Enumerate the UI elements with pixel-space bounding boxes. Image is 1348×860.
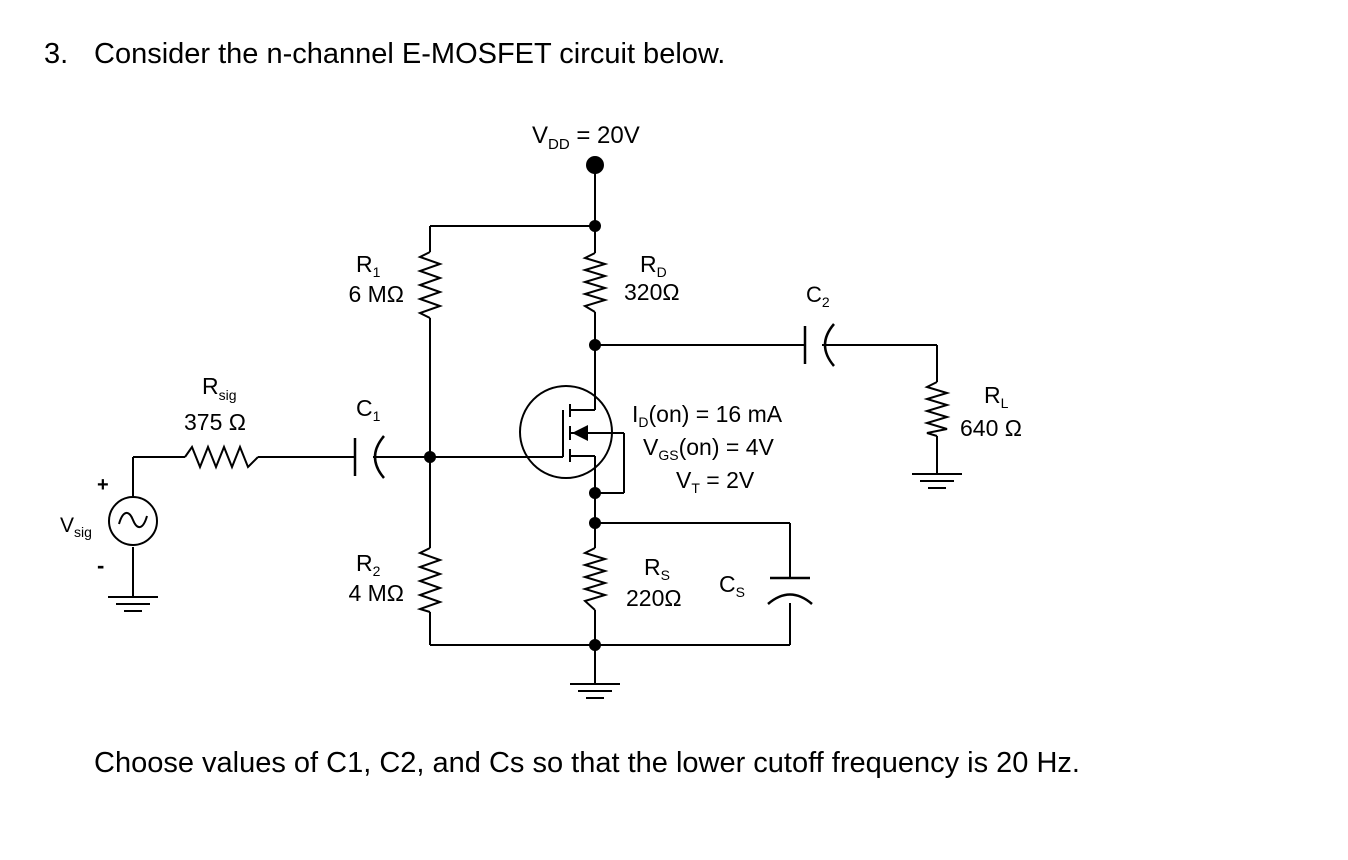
- rsig-label: $R_{sig}$: [202, 373, 237, 403]
- id-on-param: $I_D(on) = 16$ mA: [632, 401, 783, 430]
- junction-dots: [424, 156, 604, 651]
- vsig-minus: -: [97, 553, 105, 578]
- r1-resistor: [420, 252, 440, 318]
- ground-icon: [570, 684, 620, 698]
- vgs-on-param: $V_{GS}(on) = 4V$: [643, 434, 774, 463]
- ground-symbols: [108, 474, 962, 698]
- wires: [133, 165, 937, 684]
- r2-value: 4 MΩ: [348, 580, 404, 606]
- rsig-value: 375 Ω: [184, 409, 246, 435]
- vdd-label: $V_{DD} = 20V$: [532, 122, 640, 153]
- r2-resistor: [420, 548, 440, 612]
- rd-label: $R_D$: [640, 251, 667, 280]
- cs-capacitor: [768, 578, 812, 604]
- question-number: 3.: [44, 38, 69, 70]
- rl-resistor: [927, 382, 947, 436]
- r1-value: 6 MΩ: [348, 281, 404, 307]
- r2-label: $R_2$: [356, 550, 381, 579]
- vdd-terminal: [586, 156, 604, 174]
- rs-value: 220Ω: [626, 585, 682, 611]
- c2-label: $C_2$: [806, 282, 830, 310]
- cs-label: $C_S$: [719, 571, 745, 600]
- rd-value: 320Ω: [624, 279, 680, 305]
- question-footer: Choose values of C1, C2, and Cs so that the lower cutoff frequency is 20 Hz.: [94, 747, 1080, 779]
- c1-label: $C_1$: [356, 395, 381, 424]
- ac-source: [109, 497, 157, 545]
- rl-value: 640 Ω: [960, 415, 1022, 441]
- ground-icon: [912, 474, 962, 488]
- vsig-label: $V_{sig}$: [60, 514, 92, 540]
- ground-icon: [108, 597, 158, 611]
- rd-resistor: [585, 253, 605, 312]
- rl-label: $R_L$: [984, 382, 1009, 411]
- vsig-plus: +: [97, 474, 109, 496]
- r1-label: $R_1$: [356, 251, 381, 280]
- rs-resistor: [585, 548, 605, 610]
- rsig-resistor: [185, 447, 258, 467]
- rs-label: $R_S$: [644, 554, 670, 583]
- question-prompt: Consider the n-channel E-MOSFET circuit below.: [94, 38, 726, 70]
- vt-param: $V_T = 2V$: [676, 467, 755, 496]
